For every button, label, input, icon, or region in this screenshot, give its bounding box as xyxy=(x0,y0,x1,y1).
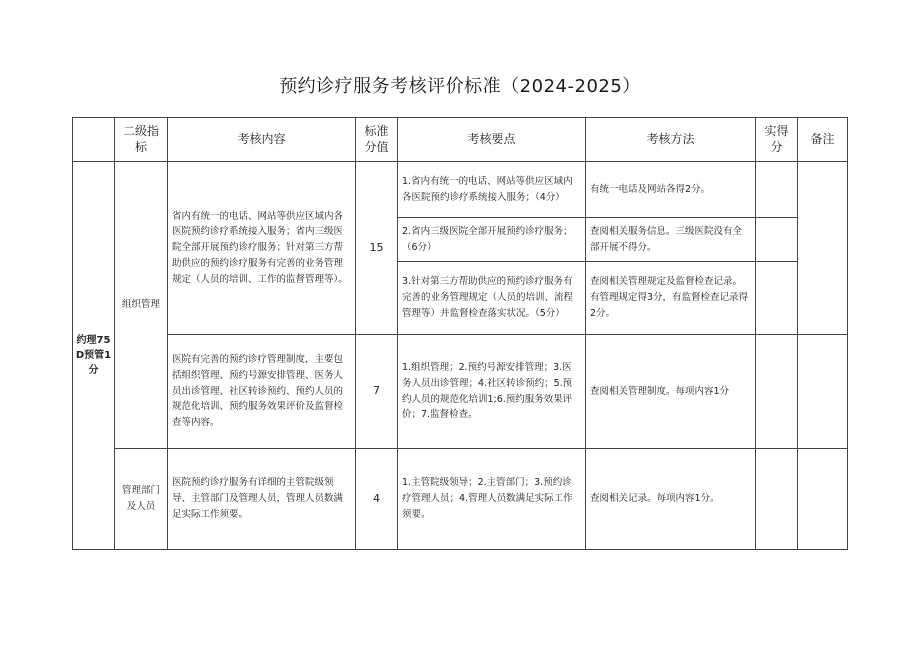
level2-indicator: 管理部门及人员 xyxy=(115,449,168,550)
key-point-cell: 2.省内三级医院全部开展预约诊疗服务；（6分） xyxy=(398,218,586,262)
key-point-cell: 3.针对第三方帮助供应的预约诊疗服务有完善的业务管理规定（人员的培训、流程管理等）并监督检查落实状况。（5分） xyxy=(398,262,586,335)
key-point-cell: 1.组织管理；2.预约号源安排管理；3.医务人员出诊管理；4.社区转诊预约；5.预约人员的规范化培训1;6.预约服务效果评价；7.监督检查。 xyxy=(398,335,586,449)
actual-score-cell xyxy=(756,218,798,262)
content-cell: 医院有完善的预约诊疗管理制度，主要包括组织管理、预约号源安排管理、医务人员出诊管理、社区转诊预约、预约人员的规范化培训、预约服务效果评价及监督检查等内容。 xyxy=(168,335,356,449)
header-standard-score: 标准分值 xyxy=(356,118,398,162)
actual-score-cell xyxy=(756,162,798,218)
remarks-cell xyxy=(798,162,848,335)
key-point-cell: 1.省内有统一的电话、网站等供应区域内各医院预约诊疗系统接入服务；（4分） xyxy=(398,162,586,218)
content-cell: 医院预约诊疗服务有详细的主管院级领导、主管部门及管理人员，管理人员数满足实际工作须要。 xyxy=(168,449,356,550)
score-cell: 7 xyxy=(356,335,398,449)
header-level2-indicator: 二级指标 xyxy=(115,118,168,162)
remarks-cell xyxy=(798,449,848,550)
level1-indicator: 约理75D预管1分 xyxy=(73,162,115,550)
table-row xyxy=(73,162,848,218)
method-cell: 查阅相关管理制度。每项内容1分 xyxy=(586,335,756,449)
actual-score-cell xyxy=(756,335,798,449)
key-point-cell: 1.主管院级领导；2.主管部门；3.预约诊疗管理人员；4.管理人员数满足实际工作须要。 xyxy=(398,449,586,550)
evaluation-table xyxy=(72,117,848,550)
header-actual-score: 实得分 xyxy=(756,118,798,162)
score-cell: 4 xyxy=(356,449,398,550)
method-cell: 查阅相关记录。每项内容1分。 xyxy=(586,449,756,550)
header-method: 考核方法 xyxy=(586,118,756,162)
level2-indicator: 组织管理 xyxy=(115,162,168,449)
score-cell: 15 xyxy=(356,162,398,335)
table-header-row xyxy=(73,118,848,162)
header-remarks: 备注 xyxy=(798,118,848,162)
actual-score-cell xyxy=(756,262,798,335)
method-cell: 查阅相关管理规定及监督检查记录。有管理规定得3分，有监督检查记录得2分。 xyxy=(586,262,756,335)
header-content: 考核内容 xyxy=(168,118,356,162)
table-row xyxy=(73,335,848,449)
method-cell: 有统一电话及网站各得2分。 xyxy=(586,162,756,218)
actual-score-cell xyxy=(756,449,798,550)
content-cell: 省内有统一的电话、网站等供应区域内各医院预约诊疗系统接入服务；省内三级医院全部开展预约诊疗服务；针对第三方帮助供应的预约诊疗服务有完善的业务管理规定（人员的培训、工作的监督管理等）。 xyxy=(168,162,356,335)
method-cell: 查阅相关服务信息。三级医院没有全部开展不得分。 xyxy=(586,218,756,262)
header-level1 xyxy=(73,118,115,162)
remarks-cell xyxy=(798,335,848,449)
table-row xyxy=(73,449,848,550)
header-key-points: 考核要点 xyxy=(398,118,586,162)
page-title: 预约诊疗服务考核评价标准（2024-2025） xyxy=(279,76,641,97)
